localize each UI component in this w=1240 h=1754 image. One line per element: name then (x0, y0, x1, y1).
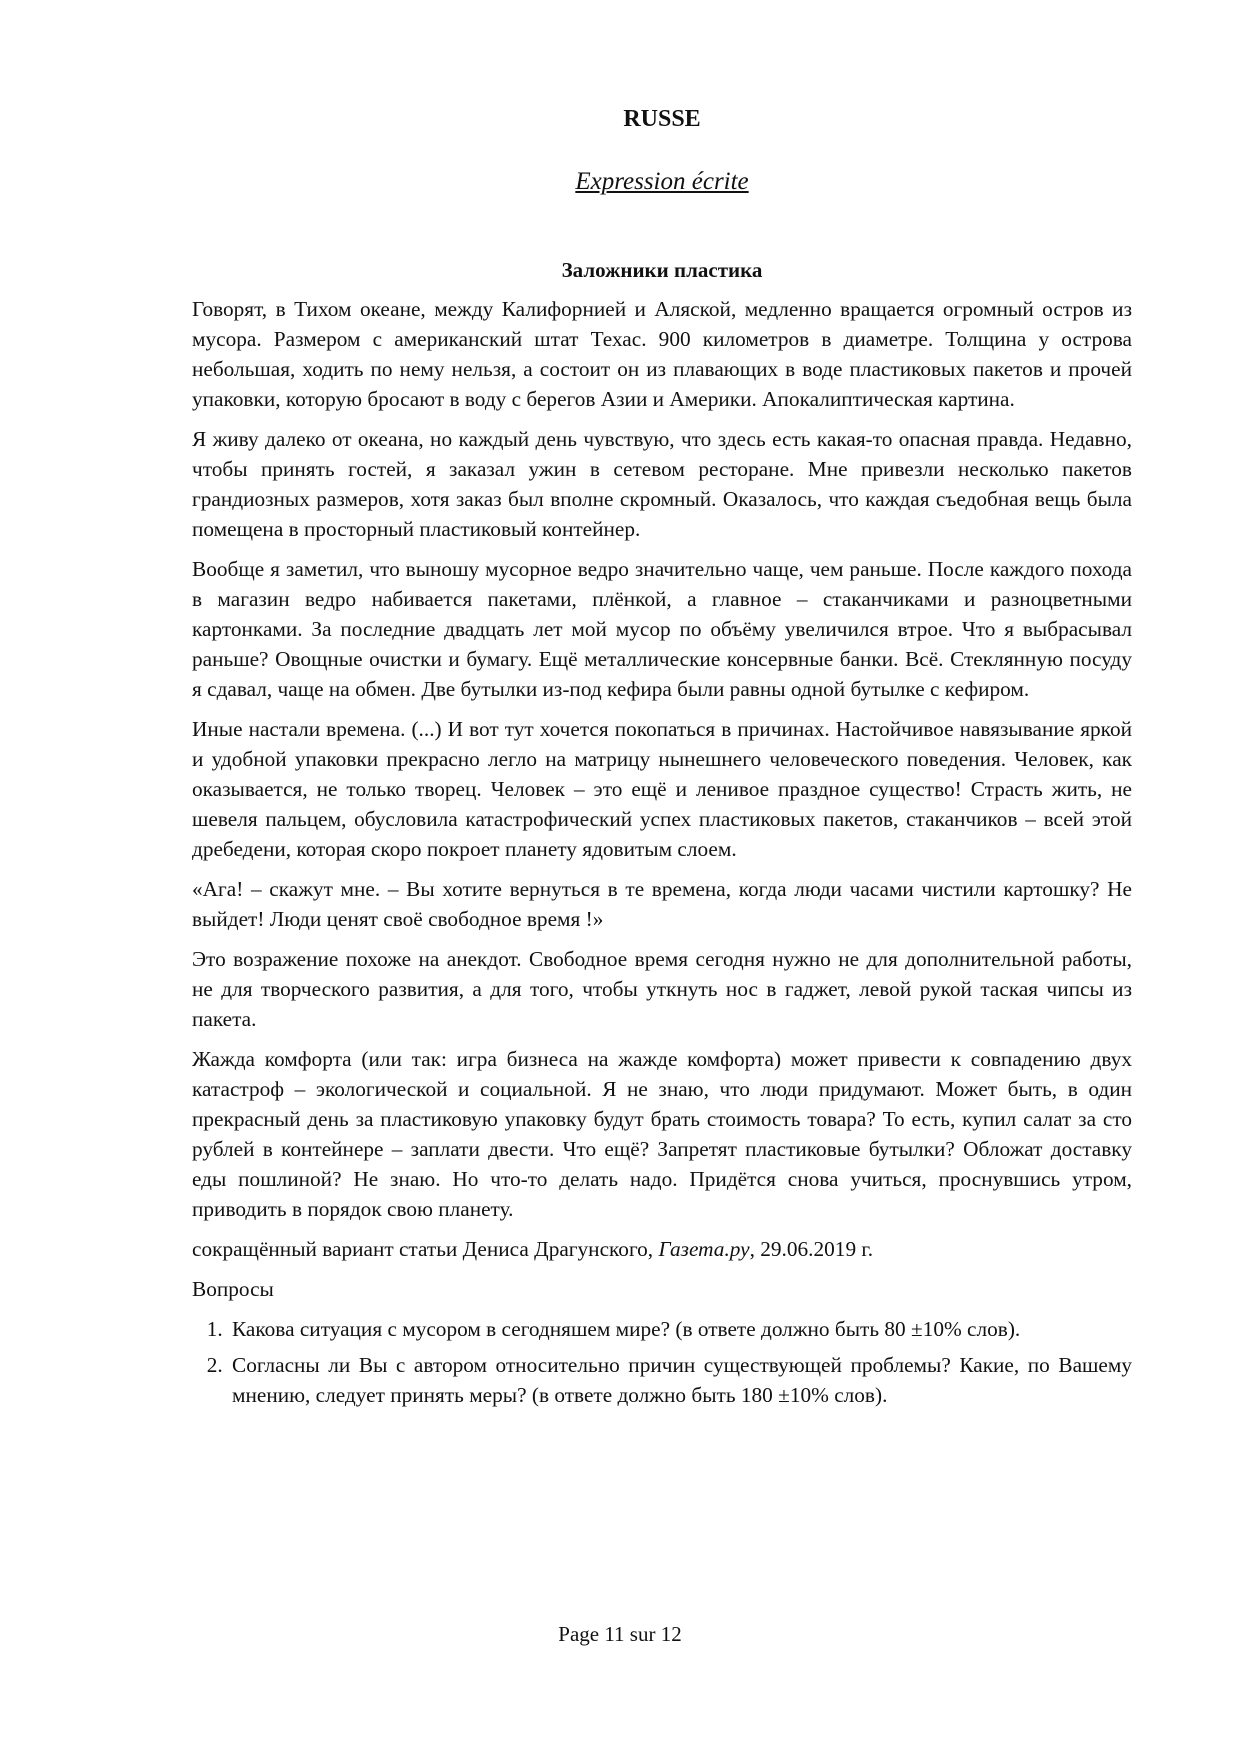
article-title: Заложники пластика (561, 258, 763, 282)
page-number: Page 11 sur 12 (558, 1622, 682, 1646)
paragraph: Говорят, в Тихом океане, между Калифорнией и Аляской, медленно вращается огромный остров из мусора. Размером с американский штат Техас. 900 километров в диаметре. Толщина у острова небольшая, ходить по нему нельзя, а состоит он из плавающих в воде пластиковых пакетов и прочей упаковки, которую бросают в воду с берегов Азии и Америки. Апокалиптическая картина. (192, 297, 1132, 411)
paragraph: Это возражение похоже на анекдот. Свободное время сегодня нужно не для дополнительной работы, не для творческого развития, а для того, чтобы уткнуть нос в гаджет, левой рукой таская чипсы из пакета. (192, 947, 1132, 1031)
article-body (192, 294, 1132, 1416)
paragraph: Жажда комфорта (или так: игра бизнеса на жажде комфорта) может привести к совпадению двух катастроф – экологической и социальной. Я не знаю, что люди придумают. Может быть, в один прекрасный день за пластиковую упаковку будут брать стоимость товара? То есть, купил салат за сто рублей в контейнере – заплати двести. Что ещё? Запретят пластиковые бутылки? Обложат доставку еды пошлиной? Не знаю. Но что-то делать надо. Придётся снова учиться, проснувшись утром, приводить в порядок свою планету. (192, 1047, 1132, 1221)
document-subtitle: Expression écrite (575, 168, 749, 195)
source-prefix: сокращённый вариант статьи Дениса Драгунского, (192, 1237, 659, 1261)
question-item: 1. Какова ситуация с мусором в сегодняшем мире? (в ответе должно быть 80 ±10% слов). (228, 1314, 1132, 1344)
questions-list (192, 1314, 1132, 1410)
paragraph: Я живу далеко от океана, но каждый день чувствую, что здесь есть какая-то опасная правда. Недавно, чтобы принять гостей, я заказал ужин в сетевом ресторане. Мне привезли несколько пакетов грандиозных размеров, хотя заказ был вполне скромный. Оказалось, что каждая съедобная вещь была помещена в просторный пластиковый контейнер. (192, 427, 1132, 541)
source-date: , 29.06.2019 г. (749, 1237, 874, 1261)
question-item: 2. Согласны ли Вы с автором относительно причин существующей проблемы? Какие, по Вашему мнению, следует принять меры? (в ответе должно быть 180 ±10% слов). (228, 1350, 1132, 1410)
document-title: RUSSE (623, 106, 701, 132)
paragraph: Иные настали времена. (...) И вот тут хочется покопаться в причинах. Настойчивое навязывание яркой и удобной упаковки прекрасно легло на матрицу нынешнего человеческого поведения. Человек, как оказывается, не только творец. Человек – это ещё и ленивое праздное существо! Страсть жить, не шевеля пальцем, обусловила катастрофический успех пластиковых пакетов, стаканчиков – всей этой дребедени, которая скоро покроет планету ядовитым слоем. (192, 717, 1132, 861)
paragraph: Вообще я заметил, что выношу мусорное ведро значительно чаще, чем раньше. После каждого похода в магазин ведро набивается пакетами, плёнкой, а главное – стаканчиками и разноцветными картонками. За последние двадцать лет мой мусор по объёму увеличился втрое. Что я выбрасывал раньше? Овощные очистки и бумагу. Ещё металлические консервные банки. Всё. Стеклянную посуду я сдавал, чаще на обмен. Две бутылки из-под кефира были равны одной бутылке с кефиром. (192, 557, 1132, 701)
paragraph: «Ага! – скажут мне. – Вы хотите вернуться в те времена, когда люди часами чистили картошку? Не выйдет! Люди ценят своё свободное время !» (192, 877, 1132, 931)
source-publication: Газета.ру (658, 1237, 750, 1261)
article-source (192, 1234, 1132, 1264)
questions-label: Вопросы (192, 1277, 274, 1301)
